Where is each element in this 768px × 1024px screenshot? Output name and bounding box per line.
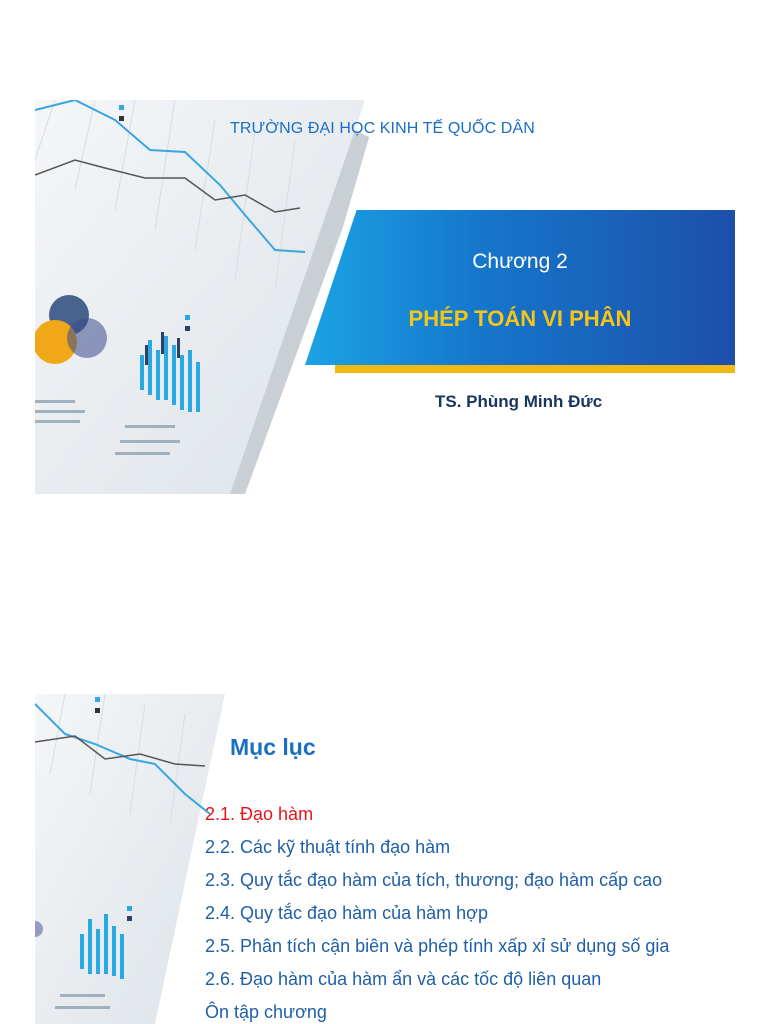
banner-background	[305, 210, 735, 365]
author-name: TS. Phùng Minh Đức	[435, 392, 603, 411]
title-slide	[35, 100, 735, 494]
title-banner	[305, 210, 735, 365]
toc-slide	[35, 694, 735, 1024]
toc-item-2-4[interactable]: 2.4. Quy tắc đạo hàm của hàm hợp	[205, 903, 488, 923]
toc-item-2-5[interactable]: 2.5. Phân tích cận biên và phép tính xấp xỉ sử dụng số gia	[205, 936, 670, 956]
banner-accent-bar	[335, 365, 735, 373]
chapter-title: PHÉP TOÁN VI PHÂN	[408, 306, 632, 331]
toc-list	[205, 802, 669, 1024]
toc-item-2-1[interactable]: 2.1. Đạo hàm	[205, 804, 314, 824]
university-name: TRƯỜNG ĐẠI HỌC KINH TẾ QUỐC DÂN	[230, 120, 535, 137]
chapter-label: Chương 2	[472, 250, 568, 273]
toc-item-review[interactable]: Ôn tập chương	[205, 1002, 327, 1022]
toc-heading: Mục lục	[230, 734, 316, 760]
toc-item-2-6[interactable]: 2.6. Đạo hàm của hàm ẩn và các tốc độ liên quan	[205, 969, 602, 989]
toc-item-2-3[interactable]: 2.3. Quy tắc đạo hàm của tích, thương; đạo hàm cấp cao	[205, 870, 663, 890]
toc-item-2-2[interactable]: 2.2. Các kỹ thuật tính đạo hàm	[205, 837, 451, 857]
